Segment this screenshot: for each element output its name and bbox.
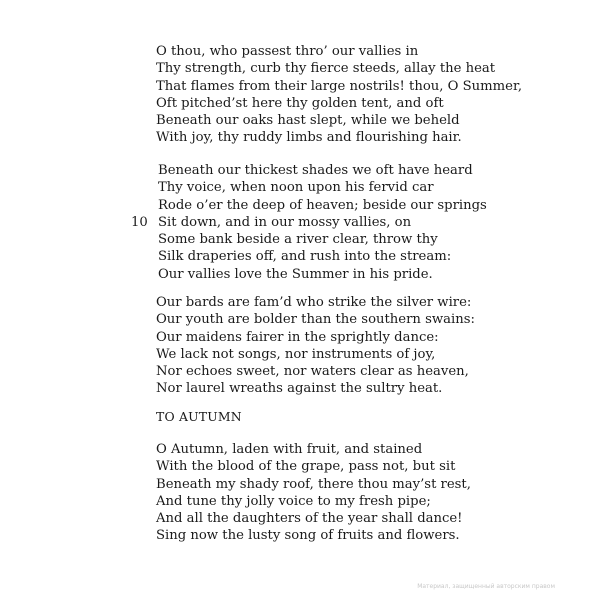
poem-line: Silk draperies off, and rush into the stream:	[158, 249, 452, 265]
poem-line: Sit down, and in our mossy vallies, on	[158, 214, 412, 230]
poem-line: Rode o’er the deep of heaven; beside our springs	[158, 197, 487, 213]
poem-line: Our vallies love the Summer in his pride.	[158, 266, 433, 282]
poem-line: And all the daughters of the year shall dance!	[156, 511, 463, 527]
poem-line: O thou, who passest thro’ our vallies in	[156, 44, 419, 59]
poem-line: Nor laurel wreaths against the sultry heat.	[156, 381, 443, 397]
poem-line: And tune thy jolly voice to my fresh pipe;	[156, 493, 431, 509]
poem-line: Beneath our thickest shades we oft have heard	[158, 163, 473, 178]
poem-line: Nor echoes sweet, nor waters clear as heaven,	[156, 364, 469, 380]
stanza-4	[156, 441, 471, 545]
poem-line: Beneath our oaks hast slept, while we beheld	[156, 113, 460, 129]
poem-line: With joy, thy ruddy limbs and flourishing hair.	[156, 130, 462, 146]
poem-line: Sing now the lusty song of fruits and flowers.	[156, 528, 460, 544]
poem-line: Oft pitched’st here thy golden tent, and oft	[156, 95, 444, 111]
poem-line: Our youth are bolder than the southern swains:	[156, 312, 475, 328]
poem-line: That flames from their large nostrils! thou, O Summer,	[156, 78, 523, 94]
stanza-1	[156, 43, 522, 147]
stanza-3	[156, 294, 475, 398]
poem-line: With the blood of the grape, pass not, but sit	[156, 459, 456, 475]
stanza-2	[158, 162, 487, 283]
poem-line: Thy strength, curb thy fierce steeds, allay the heat	[156, 61, 496, 77]
poem-line: Our maidens fairer in the sprightly dance:	[156, 329, 439, 345]
poem-line: Thy voice, when noon upon his fervid car	[158, 180, 434, 196]
poem-line: We lack not songs, nor instruments of joy,	[156, 346, 436, 362]
line-number: 10	[131, 215, 148, 230]
poem-line: Our bards are fam’d who strike the silver wire:	[156, 295, 472, 310]
poem-line: O Autumn, laden with fruit, and stained	[156, 442, 423, 457]
poem-line: Some bank beside a river clear, throw thy	[158, 232, 438, 248]
copyright-footer: Материал, защищенный авторским правом	[417, 583, 555, 590]
section-heading: TO AUTUMN	[156, 409, 242, 424]
poem-line: Beneath my shady roof, there thou may’st rest,	[156, 476, 471, 492]
